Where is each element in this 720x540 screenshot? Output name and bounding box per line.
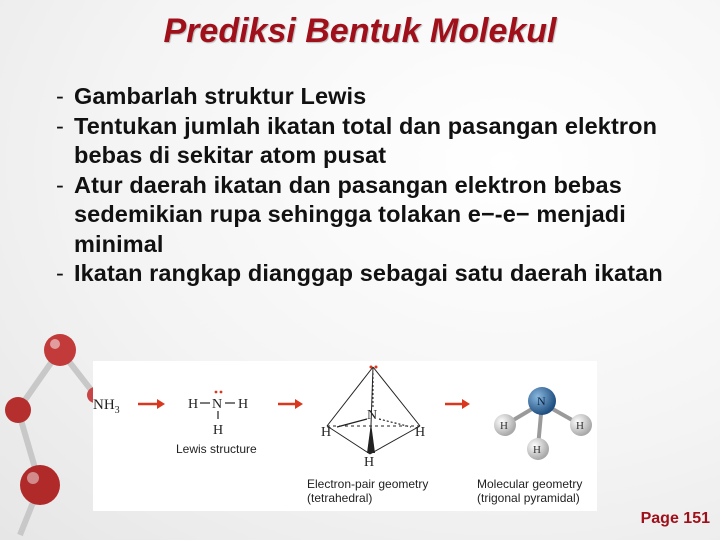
bullet-marker: -	[56, 171, 64, 198]
arrow-icon	[445, 399, 470, 409]
bullet-list	[56, 82, 706, 289]
page-number: Page 151	[640, 510, 710, 527]
tetrahedral-diagram	[307, 366, 428, 506]
model-atom-label: H	[576, 420, 584, 432]
lewis-structure	[176, 391, 257, 456]
bullet-item	[56, 171, 706, 260]
arrow-icon	[138, 399, 165, 409]
bullet-text: Ikatan rangkap dianggap sebagai satu daerah ikatan	[74, 260, 663, 286]
tetra-atom: H	[415, 425, 426, 440]
bullet-item	[56, 82, 706, 112]
lewis-atom: H	[188, 397, 199, 412]
tetra-caption: (tetrahedral)	[307, 491, 373, 505]
nh3-geometry-figure	[93, 361, 597, 511]
tetra-atom: H	[364, 455, 375, 470]
lewis-caption: Lewis structure	[176, 442, 257, 456]
bullet-marker: -	[56, 83, 64, 109]
tetra-atom: H	[321, 425, 332, 440]
bullet-text: Tentukan jumlah ikatan total dan pasangan elektron bebas di sekitar atom pusat	[74, 112, 658, 168]
tetra-atom: N	[367, 408, 378, 423]
bullet-marker: -	[56, 260, 64, 286]
bullet-item	[56, 259, 706, 289]
arrow-icon	[278, 399, 303, 409]
bullet-text: Gambarlah struktur Lewis	[74, 83, 367, 109]
lewis-atom: H	[213, 423, 224, 438]
lewis-atom: N	[212, 397, 223, 412]
lewis-atom: H	[238, 397, 249, 412]
model-atom-label: H	[500, 420, 508, 432]
model-atom-label: H	[533, 444, 541, 456]
trigonal-pyramidal-model	[477, 387, 592, 505]
tetra-caption: Electron-pair geometry	[307, 477, 429, 491]
bullet-marker: -	[56, 112, 64, 139]
model-caption: Molecular geometry	[477, 477, 583, 491]
bullet-item	[56, 112, 706, 171]
model-atom-label: N	[537, 394, 546, 408]
formula-label: $NH_3$	[93, 397, 120, 416]
model-caption: (trigonal pyramidal)	[477, 491, 580, 505]
slide-title: Prediksi Bentuk Molekul	[163, 12, 557, 50]
bullet-text: Atur daerah ikatan dan pasangan elektron bebas sedemikian rupa sehingga tolakan e−-e− menjadi minimal	[74, 171, 626, 257]
